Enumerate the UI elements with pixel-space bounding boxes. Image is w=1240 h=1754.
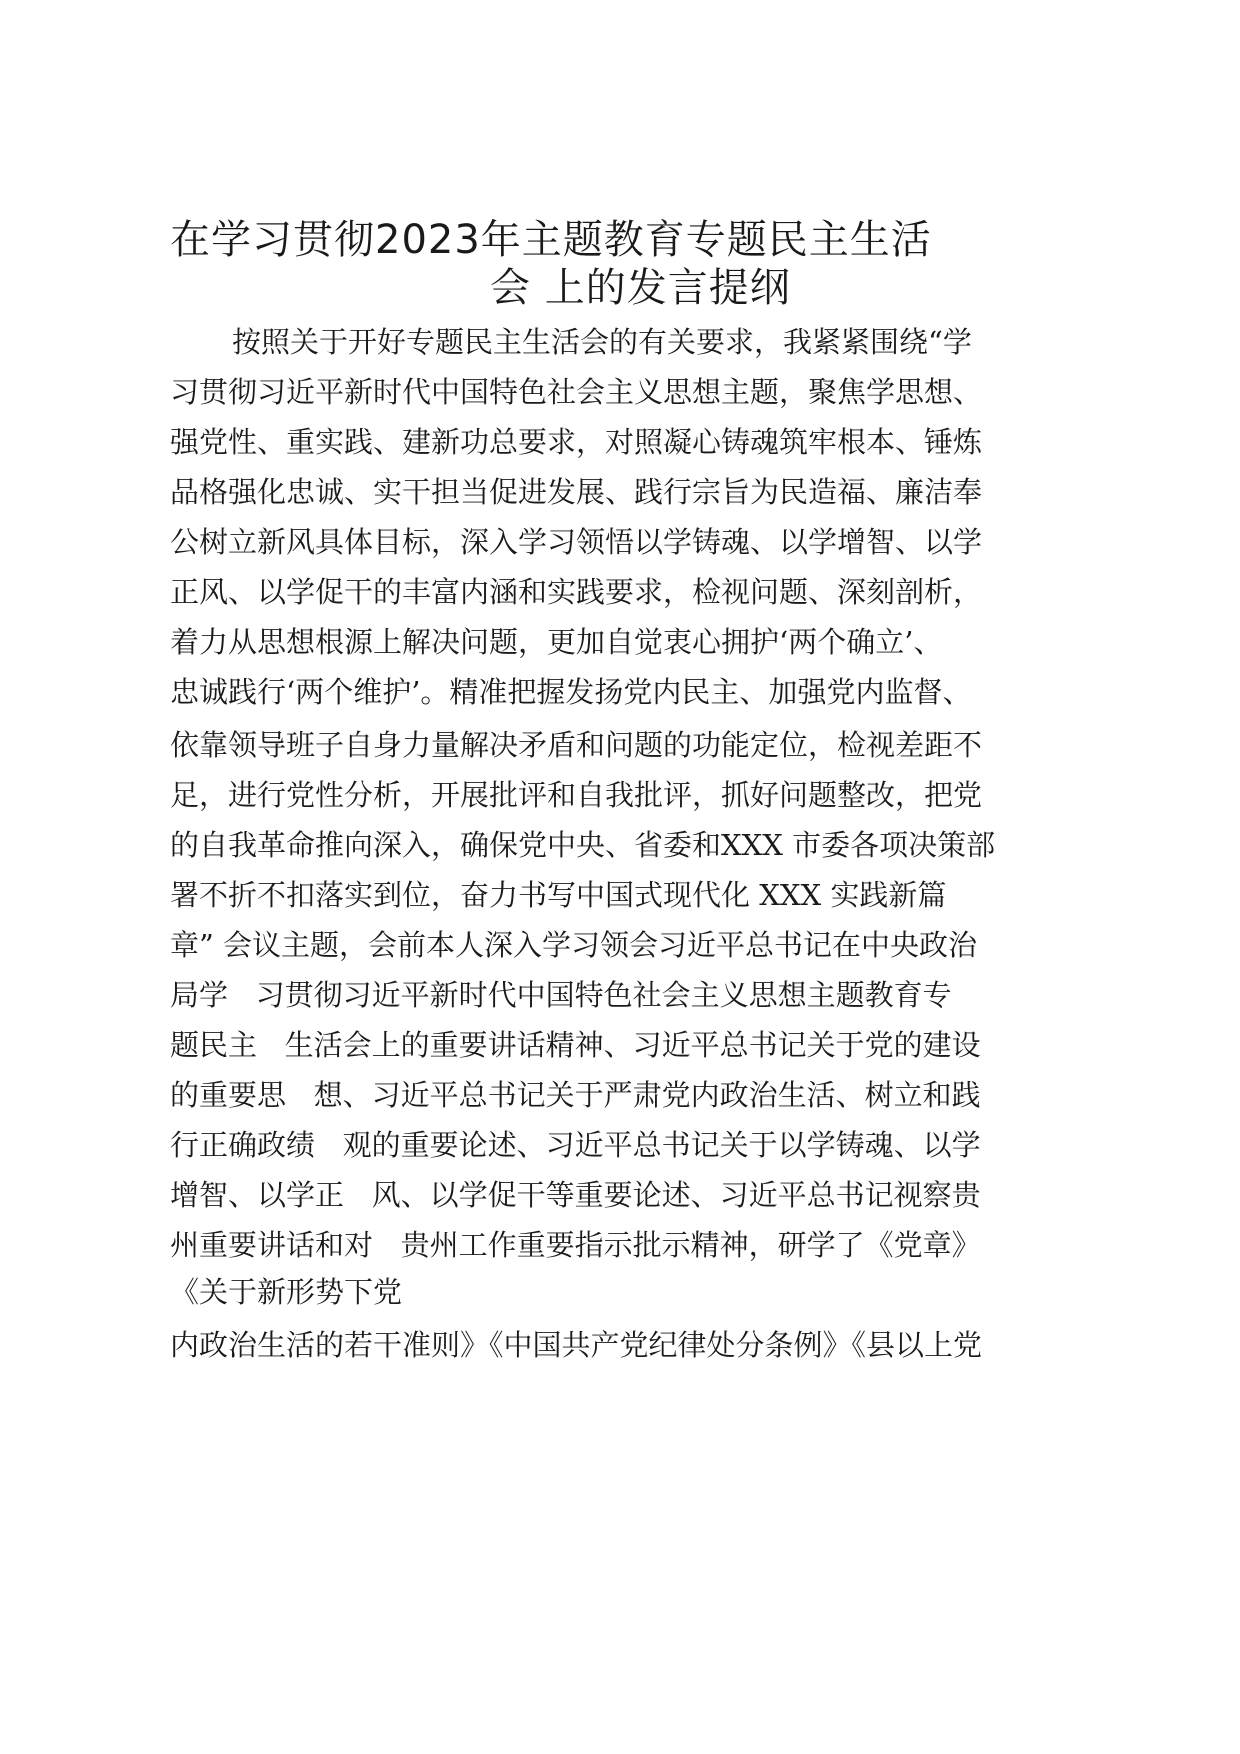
body-line-9: 依靠领导班子自身力量解决矛盾和问题的功能定位，检视差距不 bbox=[170, 728, 983, 762]
document-title-line-2: 会 上的发言提纲 bbox=[490, 265, 791, 311]
body-line-18: 增智、以学正 风、以学促干等重要论述、习近平总书记视察贵 bbox=[170, 1178, 981, 1212]
body-line-20: 《关于新形势下党 bbox=[170, 1275, 403, 1309]
body-line-14: 局学 习贯彻习近平新时代中国特色社会主义思想主题教育专 bbox=[170, 978, 952, 1012]
body-line-4: 品格强化忠诚、实干担当促进发展、践行宗旨为民造福、廉洁奉 bbox=[170, 475, 983, 509]
body-line-12: 署不折不扣落实到位，奋力书写中国式现代化 XXX 实践新篇 bbox=[170, 878, 947, 912]
body-line-10: 足，进行党性分析，开展批评和自我批评，抓好问题整改，把党 bbox=[170, 778, 983, 812]
body-line-3: 强党性、重实践、建新功总要求，对照凝心铸魂筑牢根本、锤炼 bbox=[170, 425, 983, 459]
body-line-16: 的重要思 想、习近平总书记关于严肃党内政治生活、树立和践 bbox=[170, 1078, 981, 1112]
body-line-2: 习贯彻习近平新时代中国特色社会主义思想主题，聚焦学思想、 bbox=[170, 375, 983, 409]
body-line-13: 章” 会议主题，会前本人深入学习领会习近平总书记在中央政治 bbox=[170, 928, 978, 962]
body-line-7: 着力从思想根源上解决问题，更加自觉衷心拥护‘两个确立’、 bbox=[170, 625, 943, 659]
body-line-6: 正风、以学促干的丰富内涵和实践要求，检视问题、深刻剖析， bbox=[170, 575, 983, 609]
body-line-11: 的自我革命推向深入，确保党中央、省委和XXX 市委各项决策部 bbox=[170, 828, 996, 862]
body-line-8: 忠诚践行‘两个维护’。精准把握发扬党内民主、加强党内监督、 bbox=[170, 675, 972, 709]
body-line-21: 内政治生活的若干准则》《中国共产党纪律处分条例》《县以上党 bbox=[170, 1328, 983, 1362]
body-line-15: 题民主 生活会上的重要讲话精神、习近平总书记关于党的建设 bbox=[170, 1028, 981, 1062]
document-title-line-1: 在学习贯彻2023年主题教育专题民主生活 bbox=[170, 217, 932, 263]
body-line-5: 公树立新风具体目标，深入学习领悟以学铸魂、以学增智、以学 bbox=[170, 525, 983, 559]
body-line-17: 行正确政绩 观的重要论述、习近平总书记关于以学铸魂、以学 bbox=[170, 1128, 981, 1162]
body-line-19: 州重要讲话和对 贵州工作重要指示批示精神，研学了《党章》 bbox=[170, 1228, 981, 1262]
body-line-1: 按照关于开好专题民主生活会的有关要求，我紧紧围绕“学 bbox=[232, 325, 972, 359]
